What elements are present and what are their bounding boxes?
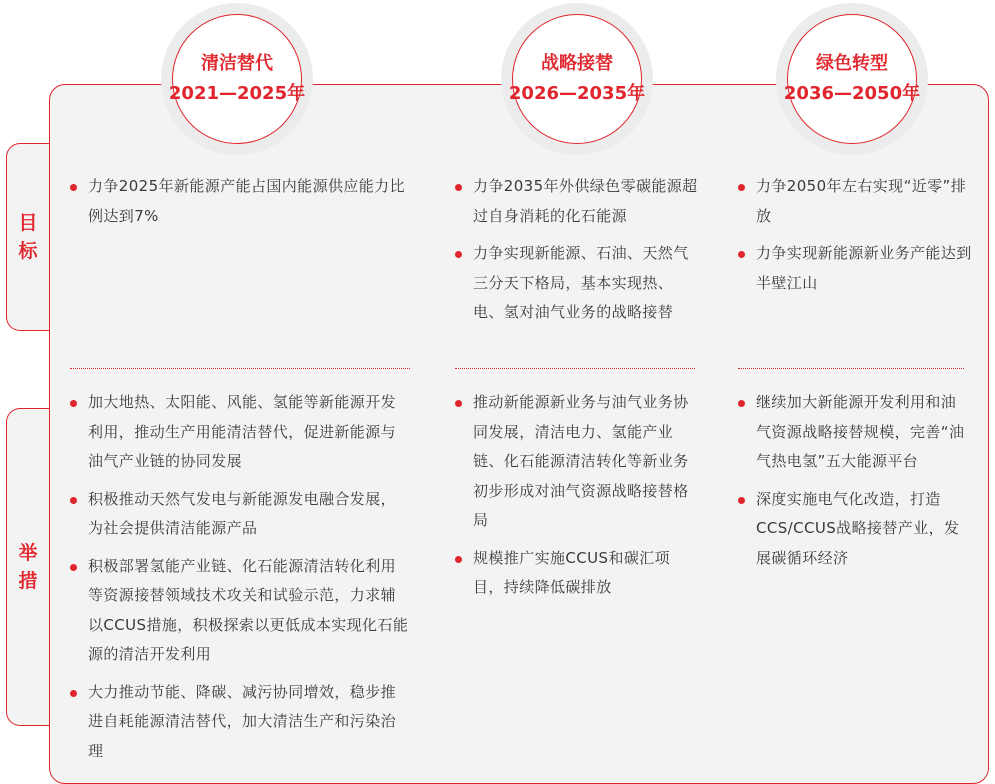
stage-period-1: 2021—2025年 (168, 83, 306, 104)
goal-item: 力争实现新能源新业务产能达到半壁江山 (738, 239, 976, 298)
measure-item: 规模推广实施CCUS和碳汇项目，持续降低碳排放 (455, 544, 700, 603)
goals-col-2 (455, 172, 700, 336)
stage-circle-1 (168, 14, 306, 144)
row-label-goals (6, 143, 49, 331)
row-label-goals-text: 目标 (18, 212, 38, 262)
stage-period-2: 2026—2035年 (508, 83, 646, 104)
stage-name-2: 战略接替 (541, 53, 613, 74)
row-label-measures-text: 举措 (18, 542, 38, 592)
measure-item: 继续加大新能源开发利用和油气资源战略接替规模，完善“油气热电氢”五大能源平台 (738, 388, 970, 477)
row-divider-2 (455, 368, 695, 369)
stage-circle-3 (783, 14, 921, 144)
measures-col-2 (455, 388, 700, 611)
stage-circle-2 (508, 14, 646, 144)
measures-col-3 (738, 388, 970, 581)
measure-item: 大力推动节能、降碳、减污协同增效，稳步推进自耗能源清洁替代，加大清洁生产和污染治理 (70, 678, 410, 767)
stage-name-1: 清洁替代 (201, 53, 273, 74)
stage-period-3: 2036—2050年 (783, 83, 921, 104)
stage-name-3: 绿色转型 (816, 53, 888, 74)
row-divider-3 (738, 368, 964, 369)
row-divider-1 (70, 368, 410, 369)
goal-item: 力争2025年新能源产能占国内能源供应能力比例达到7% (70, 172, 410, 231)
measure-item: 深度实施电气化改造，打造CCS/CCUS战略接替产业，发展碳循环经济 (738, 485, 970, 574)
goals-col-1 (70, 172, 410, 239)
goal-item: 力争2050年左右实现“近零”排放 (738, 172, 976, 231)
row-label-measures (6, 408, 49, 726)
goal-item: 力争2035年外供绿色零碳能源超过自身消耗的化石能源 (455, 172, 700, 231)
goals-col-3 (738, 172, 976, 306)
goal-item: 力争实现新能源、石油、天然气三分天下格局，基本实现热、电、氢对油气业务的战略接替 (455, 239, 700, 328)
measure-item: 积极部署氢能产业链、化石能源清洁转化利用等资源接替领域技术攻关和试验示范，力求辅以CCUS措施，积极探索以更低成本实现化石能源的清洁开发利用 (70, 552, 410, 670)
measure-item: 推动新能源新业务与油气业务协同发展，清洁电力、氢能产业链、化石能源清洁转化等新业务初步形成对油气资源战略接替格局 (455, 388, 700, 536)
measure-item: 加大地热、太阳能、风能、氢能等新能源开发利用，推动生产用能清洁替代，促进新能源与油气产业链的协同发展 (70, 388, 410, 477)
measure-item: 积极推动天然气发电与新能源发电融合发展，为社会提供清洁能源产品 (70, 485, 410, 544)
measures-col-1 (70, 388, 410, 774)
